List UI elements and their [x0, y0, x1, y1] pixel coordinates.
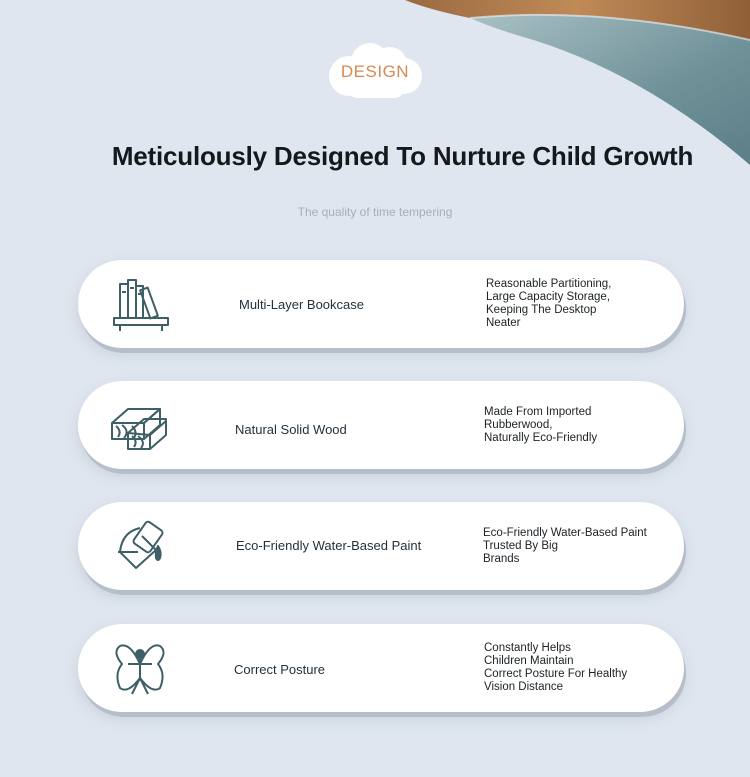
- badge-label: DESIGN: [340, 62, 410, 81]
- feature-description: Reasonable Partitioning, Large Capacity Storage, Keeping The Desktop Neater: [486, 278, 612, 329]
- feature-description: Made From Imported Rubberwood, Naturally Eco-Friendly: [484, 405, 598, 444]
- page-subtitle: The quality of time tempering: [297, 205, 453, 219]
- feature-name: Multi-Layer Bookcase: [239, 297, 364, 312]
- page-title: Meticulously Designed To Nurture Child Growth: [111, 141, 694, 171]
- bookcase-icon: [108, 274, 172, 334]
- feature-name: Correct Posture: [234, 662, 326, 677]
- paint-bucket-icon: [108, 516, 172, 576]
- feature-card-water-based-paint: [78, 502, 684, 590]
- posture-icon: [108, 638, 172, 698]
- feature-name: Natural Solid Wood: [235, 422, 347, 437]
- feature-card-bookcase: [78, 260, 684, 348]
- feature-card-correct-posture: [78, 624, 684, 712]
- feature-card-solid-wood: [78, 381, 684, 469]
- feature-description: Eco-Friendly Water-Based Paint Trusted By Big Brands: [483, 526, 647, 565]
- feature-name: Eco-Friendly Water-Based Paint: [236, 538, 422, 553]
- design-badge: [324, 42, 426, 100]
- feature-description: Constantly Helps Children Maintain Correct Posture For Healthy Vision Distance: [484, 642, 628, 693]
- wood-planks-icon: [108, 395, 172, 455]
